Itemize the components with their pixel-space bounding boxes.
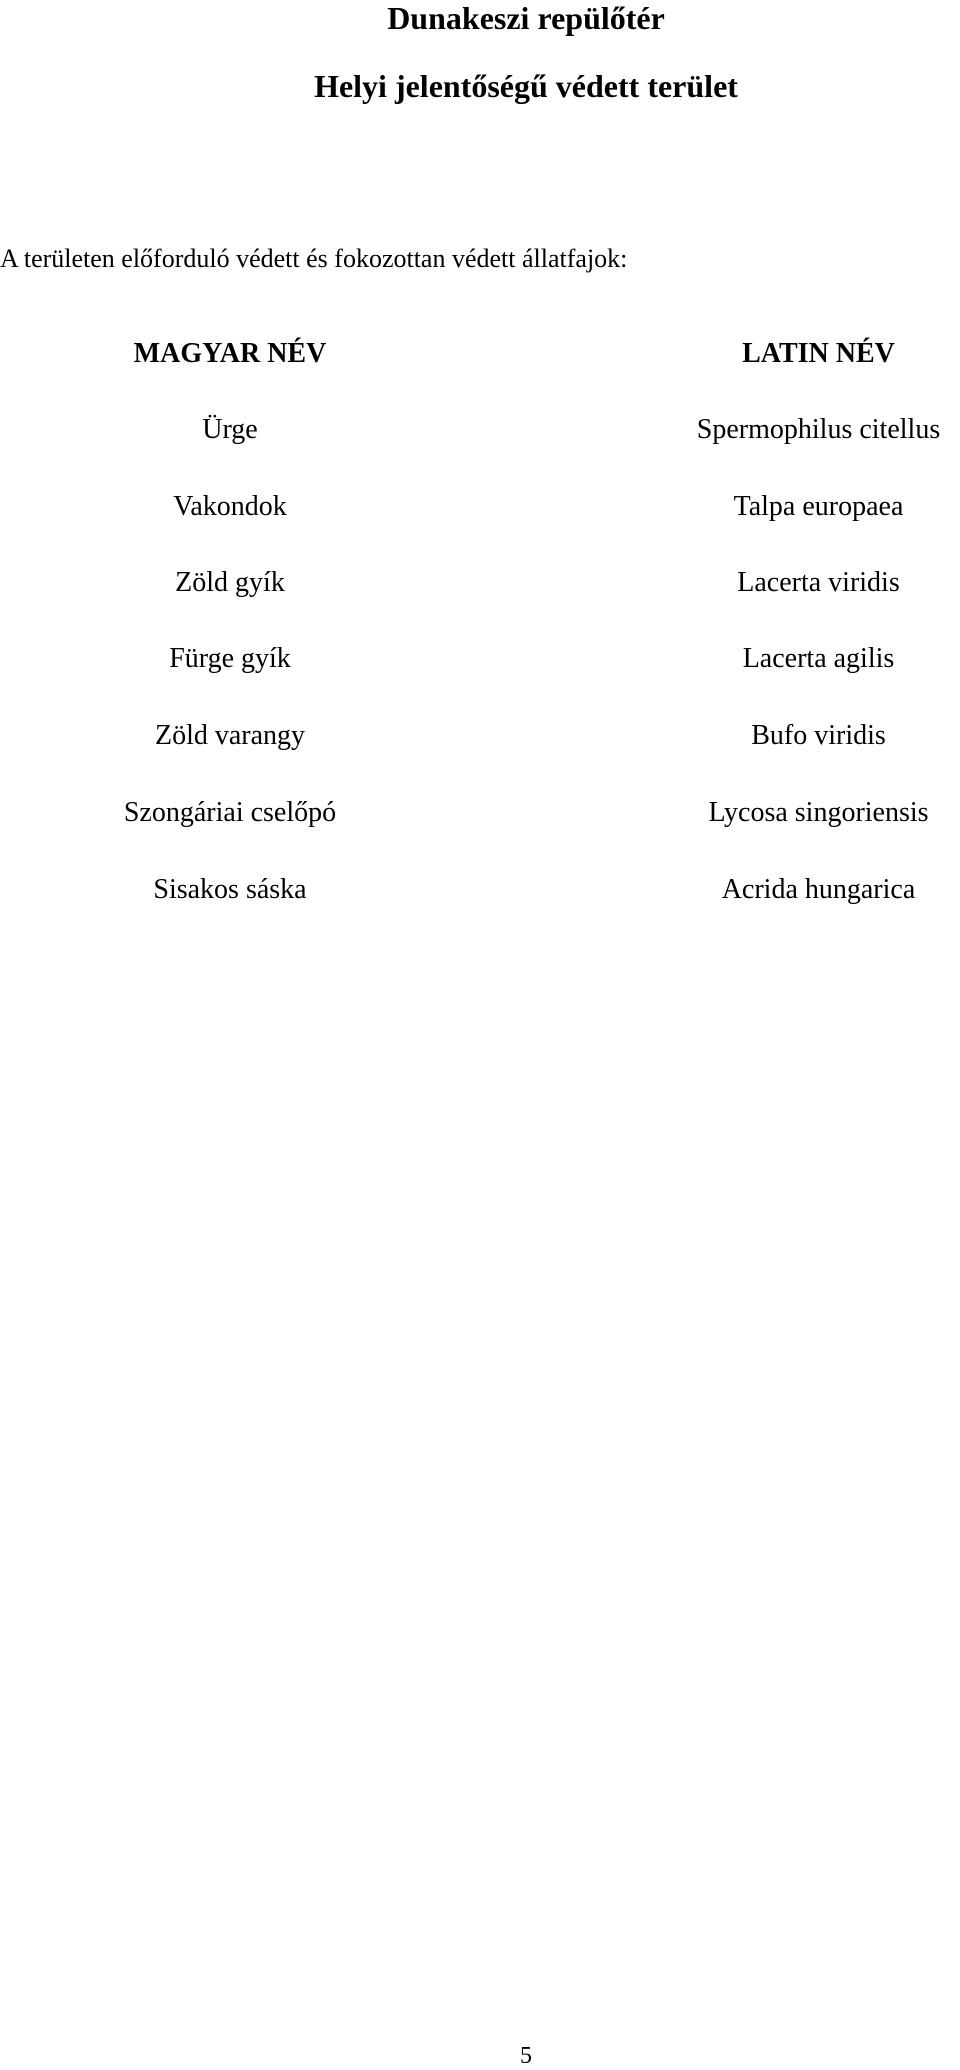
intro-text: A területen előforduló védett és fokozottan védett állatfajok: [0, 244, 628, 273]
latin-name-cell: Lycosa singoriensis [708, 797, 929, 828]
latin-name-cell: Lacerta agilis [742, 643, 895, 674]
hungarian-name-cell: Sisakos sáska [153, 874, 307, 905]
hungarian-name-cell: Ürge [202, 414, 258, 445]
hungarian-name-cell: Zöld gyík [175, 567, 285, 598]
page-number: 5 [520, 2043, 532, 2069]
latin-name-header: LATIN NÉV [742, 338, 895, 369]
hungarian-name-cell: Fürge gyík [169, 643, 291, 674]
hungarian-name-cell: Zöld varangy [154, 720, 306, 751]
hungarian-name-cell: Szongáriai cselőpó [123, 797, 337, 828]
latin-name-cell: Spermophilus citellus [696, 414, 941, 445]
hungarian-name-header: MAGYAR NÉV [133, 338, 327, 369]
latin-name-cell: Talpa europaea [733, 491, 904, 522]
hungarian-name-cell: Vakondok [173, 491, 287, 522]
latin-name-cell: Bufo viridis [751, 720, 886, 751]
latin-name-cell: Lacerta viridis [737, 567, 900, 598]
latin-name-cell: Acrida hungarica [721, 874, 916, 905]
page-title: Dunakeszi repülőtér [387, 0, 665, 36]
page-subtitle: Helyi jelentőségű védett terület [314, 68, 738, 104]
